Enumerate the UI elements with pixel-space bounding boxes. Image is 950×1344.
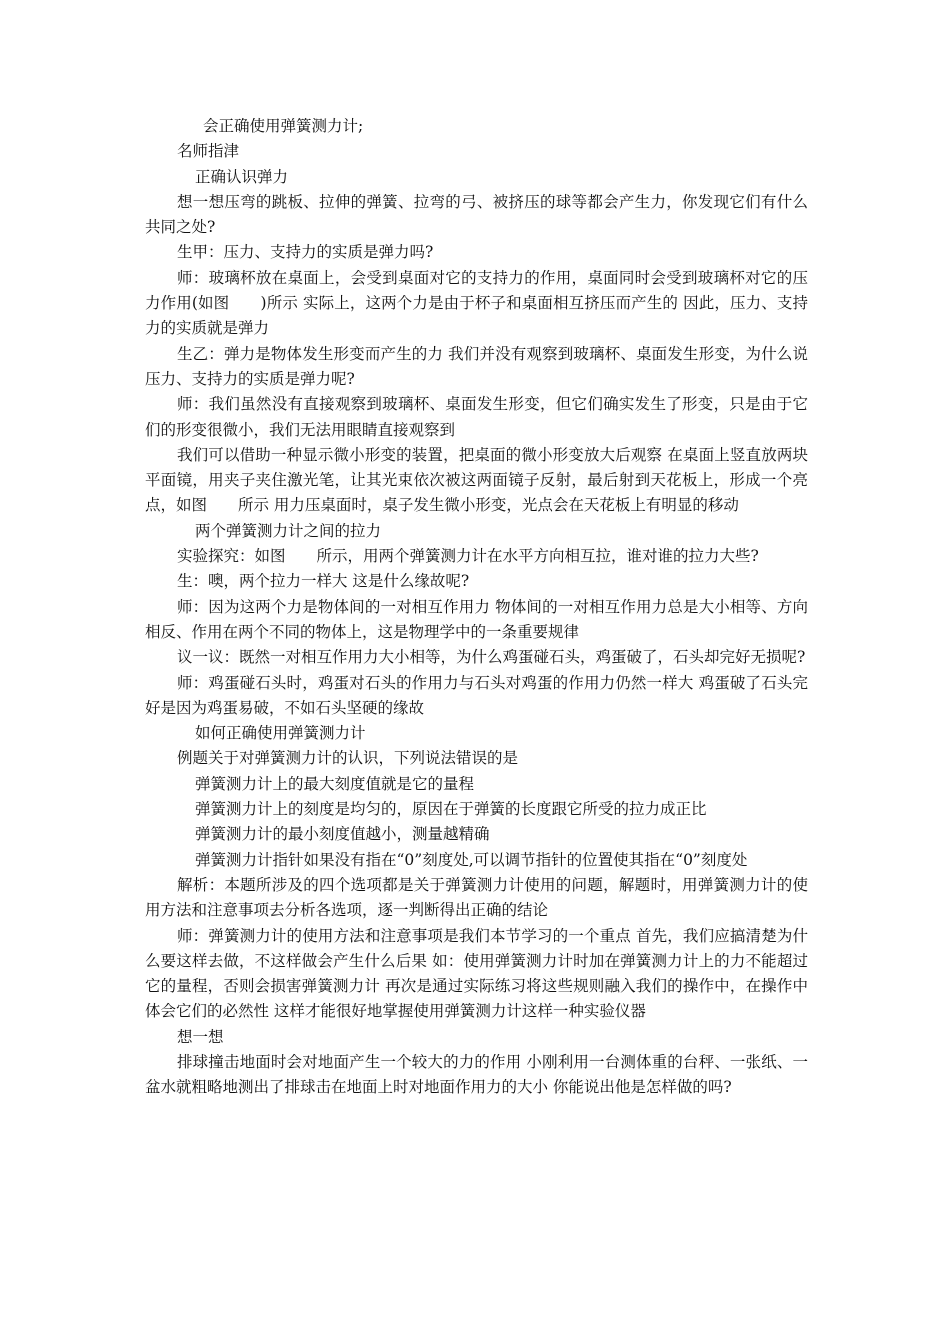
paragraph: 师：玻璃杯放在桌面上，会受到桌面对它的支持力的作用，桌面同时会受到玻璃杯对它的压力作用(如图 )所示 实际上，这两个力是由于杯子和桌面相互挤压而产生的 因此，压力、支持力的实质就是弹力 bbox=[145, 268, 808, 338]
paragraph: 师：鸡蛋碰石头时，鸡蛋对石头的作用力与石头对鸡蛋的作用力仍然一样大 鸡蛋破了石头完好是因为鸡蛋易破，不如石头坚硬的缘故 bbox=[145, 673, 808, 717]
section-heading: 想一想 bbox=[177, 1027, 224, 1046]
paragraph: 我们可以借助一种显示微小形变的装置，把桌面的微小形变放大后观察 在桌面上竖直放两块平面镜，用夹子夹住激光笔，让其光束依次被这两面镜子反射，最后射到天花板上，形成一个亮点，如图 所示 用力压桌面时，桌子发生微小形变，光点会在天花板上有明显的移动 bbox=[145, 445, 808, 515]
paragraph: 实验探究：如图 所示，用两个弹簧测力计在水平方向相互拉，谁对谁的拉力大些? bbox=[177, 547, 759, 566]
paragraph: 议一议：既然一对相互作用力大小相等，为什么鸡蛋碰石头，鸡蛋破了，石头却完好无损呢? bbox=[177, 648, 806, 667]
example-question: 例题关于对弹簧测力计的认识，下列说法错误的是 bbox=[177, 749, 519, 768]
paragraph: 排球撞击地面时会对地面产生一个较大的力的作用 小刚利用一台测体重的台秤、一张纸、一盆水就粗略地测出了排球击在地面上时对地面作用力的大小 你能说出他是怎样做的吗? bbox=[145, 1052, 808, 1097]
subsection-heading: 两个弹簧测力计之间的拉力 bbox=[195, 521, 382, 540]
paragraph: 师：因为这两个力是物体间的一对相互作用力 物体间的一对相互作用力总是大小相等、方向相反、作用在两个不同的物体上，这是物理学中的一条重要规律 bbox=[145, 597, 808, 641]
option-item: 弹簧测力计上的刻度是均匀的，原因在于弹簧的长度跟它所受的拉力成正比 bbox=[195, 800, 707, 819]
option-item: 弹簧测力计指针如果没有指在“0”刻度处,可以调节指针的位置使其指在“0”刻度处 bbox=[195, 850, 748, 869]
option-item: 弹簧测力计上的最大刻度值就是它的量程 bbox=[195, 774, 475, 793]
analysis-paragraph: 解析：本题所涉及的四个选项都是关于弹簧测力计使用的问题，解题时，用弹簧测力计的使用方法和注意事项去分析各选项，逐一判断得出正确的结论 bbox=[145, 875, 808, 920]
option-item: 弹簧测力计的最小刻度值越小，测量越精确 bbox=[195, 825, 490, 844]
paragraph: 想一想压弯的跳板、拉伸的弹簧、拉弯的弓、被挤压的球等都会产生力，你发现它们有什么共同之处? bbox=[145, 192, 808, 237]
paragraph: 师：弹簧测力计的使用方法和注意事项是我们本节学习的一个重点 首先，我们应搞清楚为什么要这样去做，不这样做会产生什么后果 如：使用弹簧测力计时加在弹簧测力计上的力不能超过它的量程，否则会损害弹簧测力计 再次是通过实际练习将这些规则融入我们的操作中，在操作中体会它们的必然性 这样才能很好地掌握使用弹簧测力计这样一种实验仪器 bbox=[145, 926, 808, 1021]
paragraph: 师：我们虽然没有直接观察到玻璃杯、桌面发生形变，但它们确实发生了形变，只是由于它们的形变很微小，我们无法用眼睛直接观察到 bbox=[145, 395, 808, 439]
paragraph: 生：噢，两个拉力一样大 这是什么缘故呢? bbox=[177, 572, 470, 591]
paragraph: 生甲：压力、支持力的实质是弹力吗? bbox=[177, 243, 434, 262]
subsection-heading: 如何正确使用弹簧测力计 bbox=[195, 724, 366, 743]
paragraph: 生乙：弹力是物体发生形变而产生的力 我们并没有观察到玻璃杯、桌面发生形变，为什么说压力、支持力的实质是弹力呢? bbox=[145, 344, 808, 388]
document-body bbox=[145, 114, 808, 1101]
objective-line: 会正确使用弹簧测力计; bbox=[203, 117, 364, 135]
subsection-heading: 正确认识弹力 bbox=[195, 167, 289, 186]
section-heading: 名师指津 bbox=[177, 142, 240, 161]
